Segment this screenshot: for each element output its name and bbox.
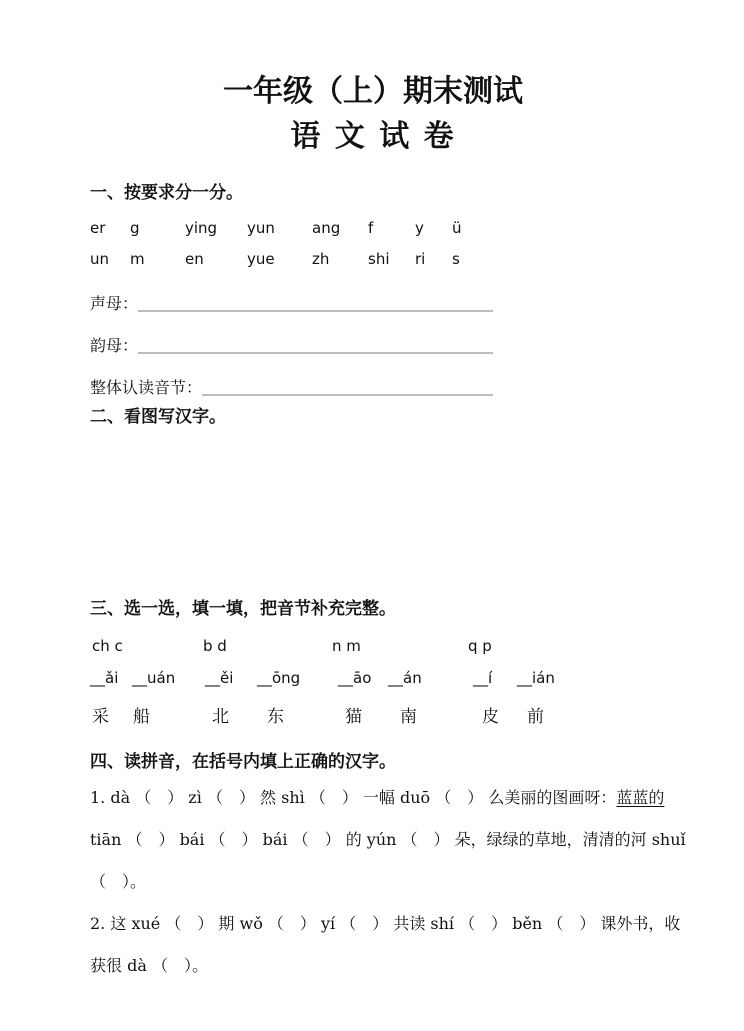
choice-pair: ch c xyxy=(92,637,123,655)
section-4-heading: 四、读拼音，在括号内填上正确的汉字。 xyxy=(90,752,396,772)
initial-choices-row xyxy=(90,637,656,661)
yunmu-label: 韵母： xyxy=(90,336,139,355)
pinyin-item: ü xyxy=(452,219,462,237)
page-title-line-1: 一年级（上）期末测试 xyxy=(223,74,523,109)
answer-rule xyxy=(138,310,493,312)
answer-character: 采 xyxy=(92,707,109,727)
shengmu-answer-line xyxy=(90,288,493,314)
section-2-heading: 二、看图写汉字。 xyxy=(90,407,226,427)
question-1-line-2: tiān （ ） bái （ ） bái （ ） 的 yún （ ） 朵，绿绿的草地，清清的河 shuǐ xyxy=(90,830,686,849)
syllable-blank: __ōng xyxy=(257,669,301,687)
answer-character: 前 xyxy=(527,707,544,727)
zhengti-answer-line xyxy=(90,372,493,398)
question-1-line-1-text: 1. dà （ ） zì （ ） 然 shì （ ） 一幅 duō （ ） 么美丽的图画呀： xyxy=(90,788,617,807)
answer-character: 猫 xyxy=(345,707,362,727)
shengmu-label: 声母： xyxy=(90,294,139,313)
answer-rule xyxy=(202,394,493,396)
choice-pair: n m xyxy=(332,637,361,655)
answer-character: 南 xyxy=(400,707,417,727)
pinyin-item: en xyxy=(185,250,204,268)
syllable-blank: __án xyxy=(388,669,422,687)
syllable-blank: __uán xyxy=(132,669,176,687)
choice-pair: b d xyxy=(203,637,227,655)
pinyin-row-2 xyxy=(90,250,656,272)
answer-character: 东 xyxy=(267,707,284,727)
choice-pair: q p xyxy=(468,637,492,655)
pinyin-item: zh xyxy=(312,250,330,268)
character-row xyxy=(90,702,656,728)
pinyin-item: y xyxy=(415,219,424,237)
syllable-blank: __āo xyxy=(338,669,372,687)
question-1-line-3: （ ）。 xyxy=(90,872,147,891)
pinyin-item: yue xyxy=(247,250,275,268)
question-1-line-1 xyxy=(90,777,665,819)
pinyin-item: s xyxy=(452,250,460,268)
pinyin-item: shi xyxy=(368,250,390,268)
pinyin-item: f xyxy=(368,219,374,237)
zhengti-label: 整体认读音节： xyxy=(90,378,203,397)
pinyin-item: ying xyxy=(185,219,218,237)
question-2-line-1: 2. 这 xué （ ） 期 wǒ （ ） yí （ ） 共读 shí （ ） běn （ ） 课外书，收 xyxy=(90,914,681,933)
pinyin-item: un xyxy=(90,250,110,268)
pinyin-item: er xyxy=(90,219,106,237)
section-1-heading: 一、按要求分一分。 xyxy=(90,183,243,203)
pinyin-item: m xyxy=(130,250,145,268)
answer-character: 北 xyxy=(212,707,229,727)
pinyin-item: ang xyxy=(312,219,341,237)
question-2-line-2: 获很 dà （ ）。 xyxy=(90,956,208,975)
pinyin-item: ri xyxy=(415,250,426,268)
page-title-line-2: 语 文 试 卷 xyxy=(290,119,456,154)
pinyin-row-1 xyxy=(90,219,656,241)
answer-character: 船 xyxy=(133,707,150,727)
syllable-blank: __í xyxy=(473,669,493,687)
syllable-blank: __ěi xyxy=(205,669,234,687)
yunmu-answer-line xyxy=(90,330,493,356)
underlined-phrase: 蓝蓝的 xyxy=(616,788,665,807)
pinyin-item: g xyxy=(130,219,140,237)
answer-character: 皮 xyxy=(482,707,499,727)
syllable-blank: __ián xyxy=(517,669,555,687)
pinyin-item: yun xyxy=(247,219,275,237)
section-3-heading: 三、选一选，填一填，把音节补充完整。 xyxy=(90,599,396,619)
section-2-image-area xyxy=(90,428,656,598)
answer-rule xyxy=(138,352,493,354)
syllable-blank: __ǎi xyxy=(90,669,119,687)
syllable-blanks-row xyxy=(90,669,656,695)
